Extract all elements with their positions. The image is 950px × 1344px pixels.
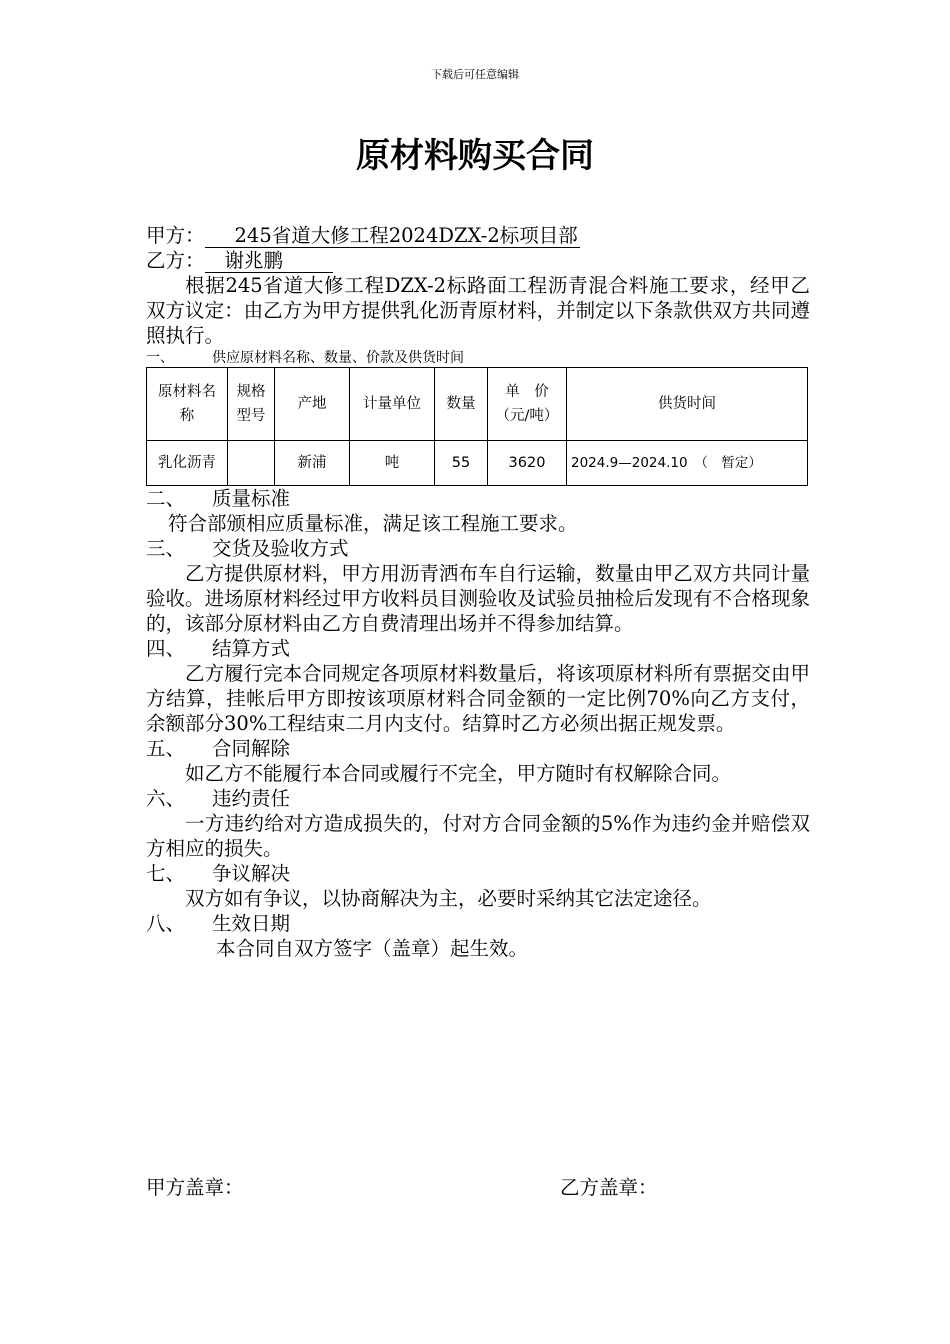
supply-table [146,367,808,486]
section-8-title: 生效日期 [212,912,291,935]
section-8-body: 本合同自双方签字（盖章）起生效。 [216,937,529,960]
header-unit-price: 单 价（元/吨） [488,368,567,441]
section-2-title: 质量标准 [212,487,291,510]
cell-unit-price: 3620 [488,441,567,486]
section-2-heading [146,486,810,511]
section-6-heading [146,786,810,811]
header-origin: 产地 [275,368,350,441]
party-b-value: 谢兆鹏 [205,250,334,273]
section-3-number: 三、 [146,537,186,560]
party-b-seal-label: 乙方盖章： [560,1176,658,1199]
section-8-heading [146,911,810,936]
header-material-name: 原材料名 称 [147,368,228,441]
section-5-heading [146,736,810,761]
cell-supply-time: 2024.9—2024.10 （ 暂定） [567,441,808,486]
contract-body [146,223,810,961]
cell-origin: 新浦 [275,441,350,486]
cell-spec [228,441,275,486]
section-4-heading [146,636,810,661]
section-4-title: 结算方式 [212,637,291,660]
section-3-title: 交货及验收方式 [212,537,349,560]
section-6-title: 违约责任 [212,787,291,810]
section-3-body: 乙方提供原材料，甲方用沥青洒布车自行运输，数量由甲乙双方共同计量验收。进场原材料经过甲方收料员目测验收及试验员抽检后发现有不合格现象的，该部分原材料由乙方自费清理出场并不得参加结算。 [146,562,810,635]
party-b-label: 乙方： [146,249,205,272]
table-row [147,441,808,486]
section-1-heading [146,349,810,367]
section-5-title: 合同解除 [212,737,291,760]
table-header-row [147,368,808,441]
section-4-body: 乙方履行完本合同规定各项原材料数量后，将该项原材料所有票据交由甲方结算，挂帐后甲方即按该项原材料合同金额的一定比例70%向乙方支付，余额部分30%工程结束二月内支付。结算时乙方必须出据正规发票。 [146,662,810,735]
cell-unit: 吨 [350,441,435,486]
section-5-number: 五、 [146,737,186,760]
party-a-value: 245省道大修工程2024DZX-2标项目部 [205,225,580,248]
party-b [146,248,810,273]
intro-paragraph: 根据245省道大修工程DZX-2标路面工程沥青混合料施工要求，经甲乙双方议定：由乙方为甲方提供乳化沥青原材料，并制定以下条款供双方共同遵照执行。 [146,274,810,347]
section-6-number: 六、 [146,787,186,810]
section-5-body: 如乙方不能履行本合同或履行不完全，甲方随时有权解除合同。 [185,762,732,785]
header-unit: 计量单位 [350,368,435,441]
section-7-title: 争议解决 [212,862,291,885]
section-7-number: 七、 [146,862,186,885]
section-7-body: 双方如有争议，以协商解决为主，必要时采纳其它法定途径。 [185,887,712,910]
section-6-body: 一方违约给对方造成损失的，付对方合同金额的5%作为违约金并赔偿双方相应的损失。 [146,812,810,860]
section-3-heading [146,536,810,561]
section-1-number: 一、 [146,350,174,366]
cell-material: 乳化沥青 [147,441,228,486]
document-title: 原材料购买合同 [356,136,594,176]
party-a-seal-label: 甲方盖章： [146,1176,244,1199]
section-7-heading [146,861,810,886]
header-supply-time: 供货时间 [567,368,808,441]
section-1-title: 供应原材料名称、数量、价款及供货时间 [212,350,464,366]
section-2-number: 二、 [146,487,186,510]
section-2-body: 符合部颁相应质量标准，满足该工程施工要求。 [168,512,578,535]
party-a [146,223,810,248]
header-note: 下载后可任意编辑 [431,68,519,81]
section-4-number: 四、 [146,637,186,660]
party-a-label: 甲方： [146,224,205,247]
cell-quantity: 55 [435,441,488,486]
section-8-number: 八、 [146,912,186,935]
header-quantity: 数量 [435,368,488,441]
header-spec: 规格型号 [228,368,275,441]
